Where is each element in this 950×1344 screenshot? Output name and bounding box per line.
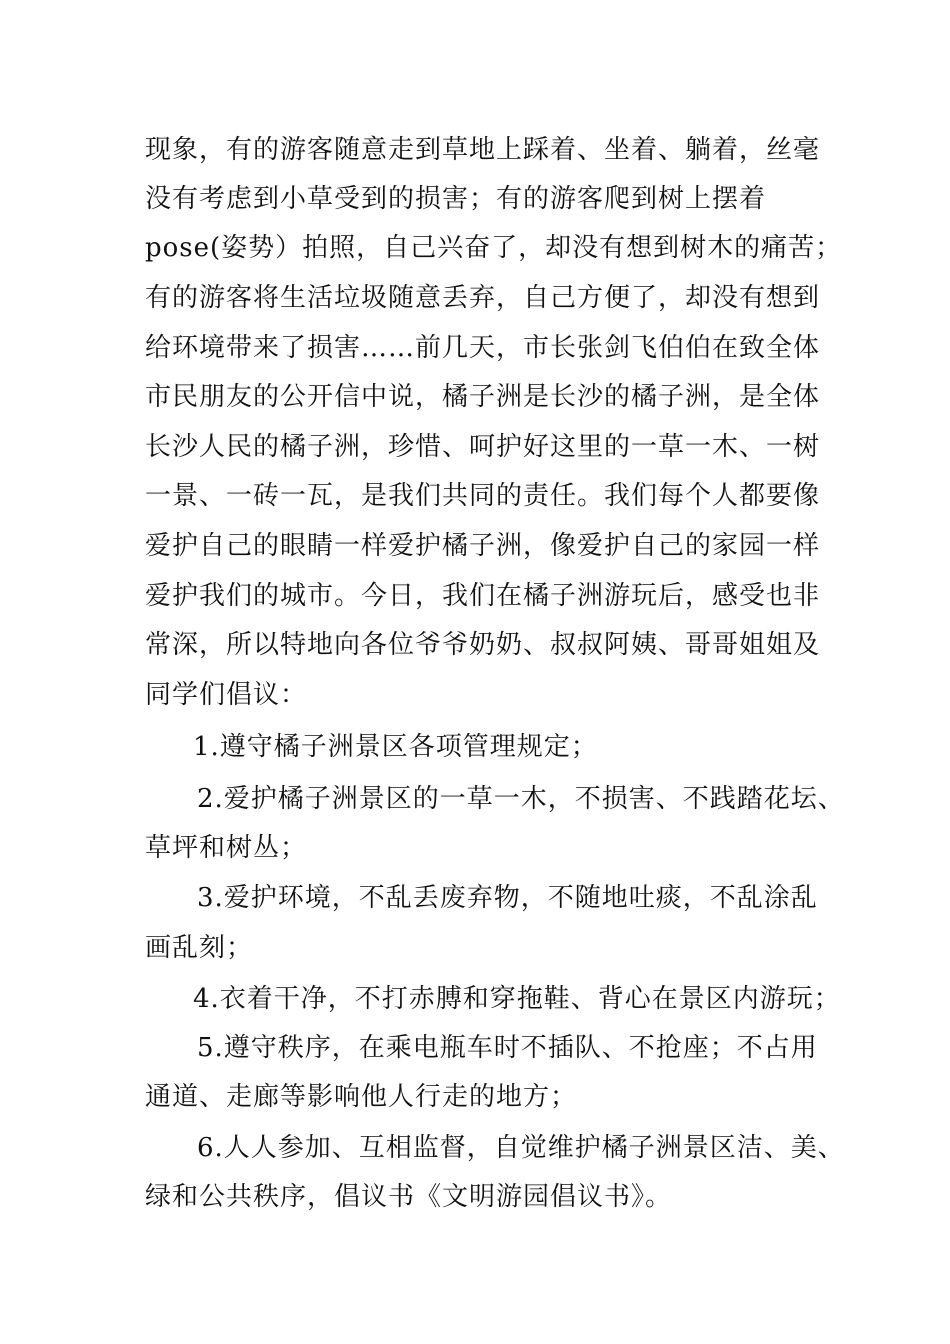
list-item-3: 3.爱护环境，不乱丢废弃物，不随地吐痰，不乱涂乱	[197, 883, 818, 913]
paragraph-line: 爱护我们的城市。今日，我们在橘子洲游玩后，感受也非	[145, 581, 821, 611]
list-item-6-continuation: 绿和公共秩序，倡议书《文明游园倡议书》。	[145, 1182, 673, 1212]
list-item-2-continuation: 草坪和树丛；	[145, 833, 308, 863]
list-item-2: 2.爱护橘子洲景区的一草一木，不损害、不践踏花坛、	[197, 784, 845, 814]
paragraph-line: 一景、一砖一瓦，是我们共同的责任。我们每个人都要像	[145, 481, 821, 511]
paragraph-line: 爱护自己的眼睛一样爱护橘子洲，像爱护自己的家园一样	[145, 531, 821, 561]
paragraph-line: 常深，所以特地向各位爷爷奶奶、叔叔阿姨、哥哥姐姐及	[145, 630, 821, 660]
paragraph-line: 同学们倡议：	[145, 680, 308, 710]
list-item-5-continuation: 通道、走廊等影响他人行走的地方；	[145, 1082, 578, 1112]
paragraph-line: 现象，有的游客随意走到草地上踩着、坐着、躺着，丝毫	[145, 135, 821, 165]
list-item-4: 4.衣着干净，不打赤膊和穿拖鞋、背心在景区内游玩；	[193, 984, 841, 1014]
paragraph-line: 给环境带来了损害……前几天，市长张剑飞伯伯在致全体	[145, 333, 821, 363]
list-item-6: 6.人人参加、互相监督，自觉维护橘子洲景区洁、美、	[197, 1133, 845, 1163]
paragraph-line: 有的游客将生活垃圾随意丢弃，自己方便了，却没有想到	[145, 283, 821, 313]
list-item-3-continuation: 画乱刻；	[145, 933, 254, 963]
paragraph-line: pose(姿势）拍照，自己兴奋了，却没有想到树木的痛苦；	[145, 233, 843, 263]
list-item-1: 1.遵守橘子洲景区各项管理规定；	[193, 732, 598, 762]
paragraph-line: 市民朋友的公开信中说，橘子洲是长沙的橘子洲，是全体	[145, 382, 821, 412]
paragraph-line: 没有考虑到小草受到的损害；有的游客爬到树上摆着	[145, 184, 767, 214]
list-item-5: 5.遵守秩序，在乘电瓶车时不插队、不抢座；不占用	[197, 1033, 818, 1063]
paragraph-line: 长沙人民的橘子洲，珍惜、呵护好这里的一草一木、一树	[145, 432, 821, 462]
